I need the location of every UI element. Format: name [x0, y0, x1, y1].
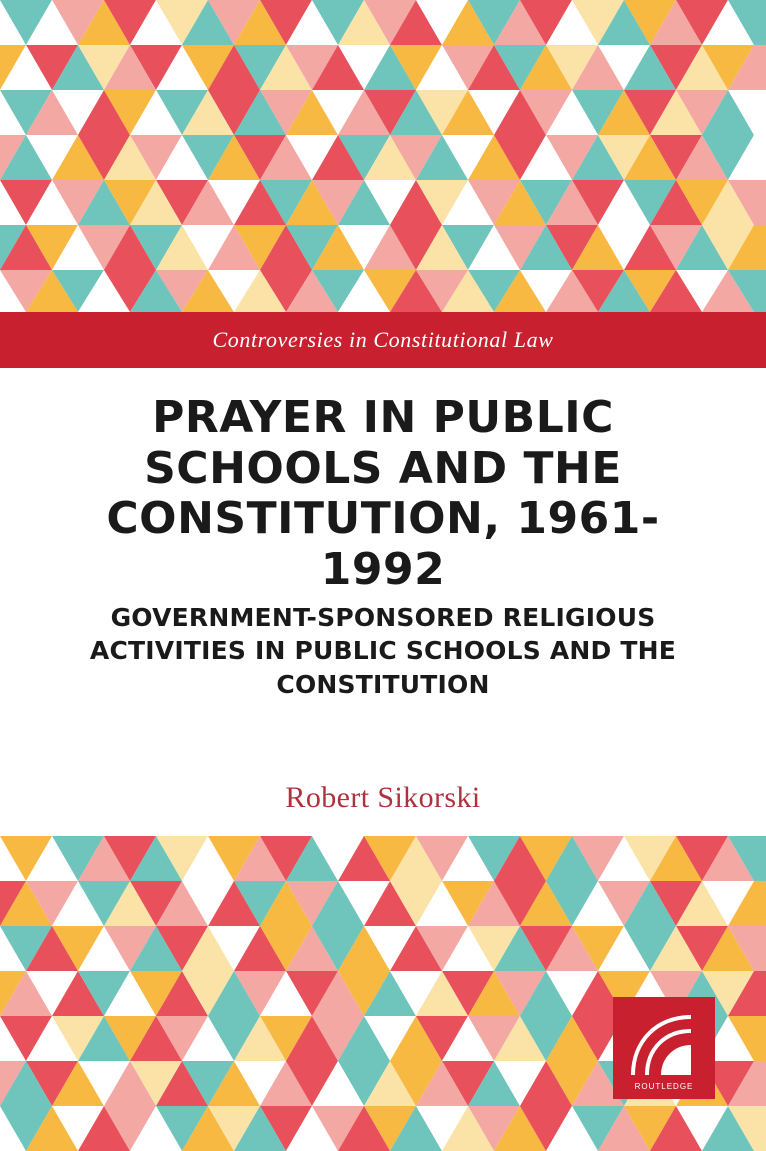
routledge-logo: [613, 997, 715, 1099]
book-subtitle: GOVERNMENT-SPONSORED RELIGIOUS ACTIVITIES IN PUBLIC SCHOOLS AND THE CONSTITUTION: [89, 603, 677, 699]
title-area: [0, 368, 766, 836]
series-title: Controversies in Constitutional Law: [212, 327, 554, 352]
book-author: Robert Sikorski: [285, 781, 481, 814]
top-geometric-pattern: [0, 0, 766, 312]
svg-text:ROUTLEDGE: ROUTLEDGE: [634, 1082, 694, 1091]
bottom-geometric-pattern: [0, 836, 766, 1151]
series-band: [0, 312, 766, 368]
book-title: PRAYER IN PUBLIC SCHOOLS AND THE CONSTITUTION, 1961-1992: [106, 392, 660, 595]
